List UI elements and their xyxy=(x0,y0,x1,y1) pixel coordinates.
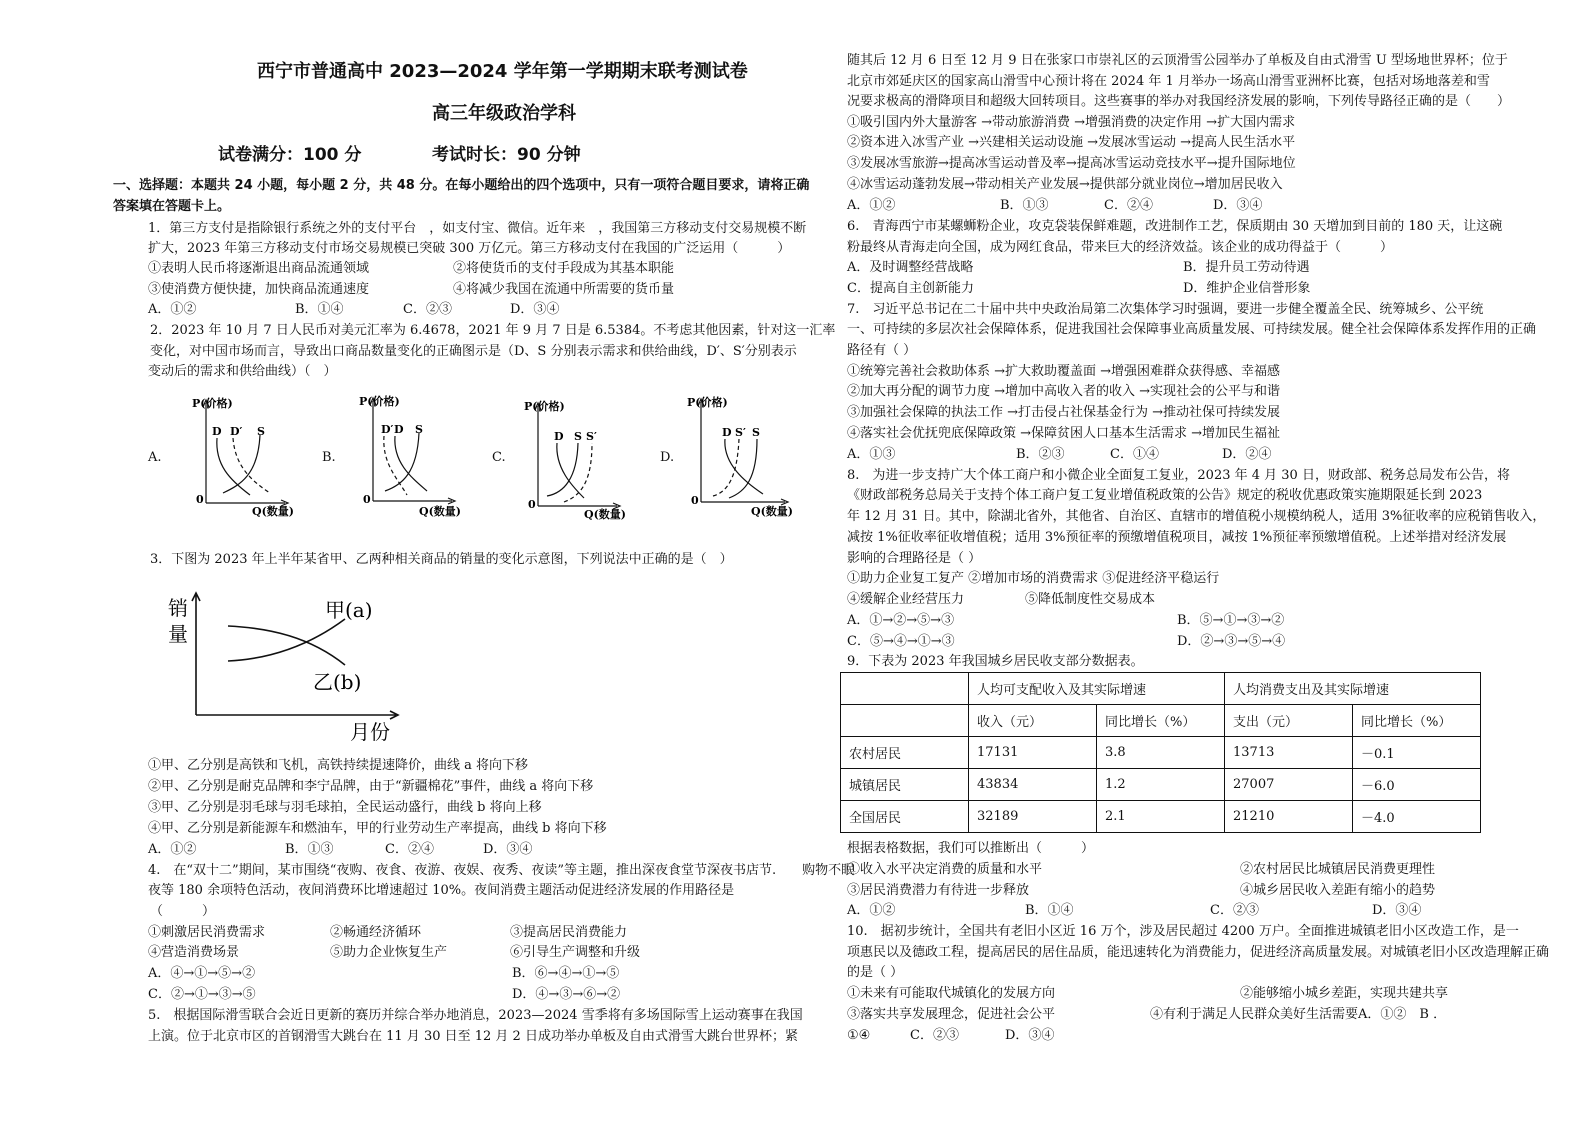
q5-stem: 况要求极高的滑降项目和超级大回转项目。这些赛事的举办对我国经济发展的影响，下列传导路径正确的是（ ） xyxy=(847,94,1511,109)
q8-item: ④缓解企业经营压力 xyxy=(847,592,965,607)
q5-option-c: C．②④ xyxy=(1104,198,1153,213)
q8-stem: 影响的合理路径是（ ） xyxy=(847,551,982,566)
q8-stem: 《财政部税务总局关于支持个体工商户复工复业增值税政策的公告》规定的税收优惠政策实施期限延长到 2023 xyxy=(847,488,1483,503)
x-axis-label: Q(数量) xyxy=(419,505,461,518)
q7-stem: 一、可持续的多层次社会保障体系，促进我国社会保障事业高质量发展、可持续发展。健全社会保障体系发挥作用的正确 xyxy=(847,322,1537,337)
q8-item: ①助力企业复工复产 ②增加市场的消费需求 ③促进经济平稳运行 xyxy=(847,571,1220,586)
table-header-cell: 人均消费支出及其实际增速 xyxy=(1225,673,1481,705)
q7-option-d: D．②④ xyxy=(1222,447,1272,462)
q3-item: ④甲、乙分别是新能源车和燃油车，甲的行业劳动生产率提高，曲线 b 将向下移 xyxy=(148,821,607,836)
curve-b-label: 乙(b) xyxy=(313,670,362,694)
q1-item: ④将减少我国在流通中所需要的货币量 xyxy=(453,282,675,297)
q5-stem: 上演。位于北京市区的首钢滑雪大跳台在 11 月 30 日至 12 月 2 日成功举办单板及自由式滑雪大跳台世界杯；紧 xyxy=(148,1029,798,1044)
q3-stem: 3．下图为 2023 年上半年某省甲、乙两种相关商品的销量的变化示意图，下列说法中正确的是（ ） xyxy=(150,552,733,567)
table-subheader-row xyxy=(841,705,1481,737)
q8-item: ⑤降低制度性交易成本 xyxy=(1025,592,1156,607)
q10-option-c: C．②③ xyxy=(910,1028,959,1043)
curve-a xyxy=(228,619,345,661)
q7-item: ③加强社会保障的执法工作 →打击侵占社保基金行为 →推动社保可持续发展 xyxy=(847,405,1281,420)
table-cell: 27007 xyxy=(1225,769,1353,801)
q9-item: ①收入水平决定消费的质量和水平 xyxy=(847,862,1043,877)
q5-option-a: A．①② xyxy=(847,198,896,213)
q2-stem: 2．2023 年 10 月 7 日人民币对美元汇率为 6.4678，2021 年 9 月 7 日是 6.5384。不考虑其他因素，针对这一汇率 xyxy=(150,323,836,338)
q9-option-d: D．③④ xyxy=(1372,903,1422,918)
q4-item: ①刺激居民消费需求 xyxy=(148,925,266,940)
q5-stem: 北京市郊延庆区的国家高山滑雪中心预计将在 2024 年 1 月举办一场高山滑雪亚洲杯比赛，包括对场地落差和雪 xyxy=(847,74,1490,89)
q8-stem: 8. 为进一步支持广大个体工商户和小微企业全面复工复业，2023 年 4 月 30 日，财政部、税务总局发布公告，将 xyxy=(847,468,1510,483)
curve-label: S xyxy=(415,423,423,436)
curve-label: S xyxy=(574,430,582,443)
q3-option-a: A．①② xyxy=(148,842,197,857)
q4-stem: （ ） xyxy=(150,904,216,919)
y-axis-label: P(价格) xyxy=(192,397,233,410)
q4-stem: 4. 在“双十二”期间，某市围绕“夜购、夜食、夜游、夜娱、夜秀、夜读”等主题，推出深夜食堂节深夜书店节. 购物不眠 xyxy=(148,863,855,878)
q4-option-a: A．④→①→⑤→② xyxy=(148,966,256,981)
q2-graph-a xyxy=(190,395,300,520)
q4-item: ⑥引导生产调整和升级 xyxy=(510,945,641,960)
q5-item: ①吸引国内外大量游客 →带动旅游消费 →增强消费的决定作用 →扩大国内需求 xyxy=(847,115,1296,130)
q10-item: ④有利于满足人民群众美好生活需要A．①② B ． xyxy=(1150,1007,1447,1022)
x-axis xyxy=(196,711,398,719)
table-cell: 1.2 xyxy=(1097,769,1225,801)
table-cell: 13713 xyxy=(1225,737,1353,769)
q1-item: ③使消费方便快捷，加快商品流通速度 xyxy=(148,282,370,297)
origin-label: 0 xyxy=(691,494,699,507)
table-header-cell: 收入（元） xyxy=(969,705,1097,737)
q3-item: ①甲、乙分别是高铁和飞机，高铁持续提速降价，曲线 a 将向下移 xyxy=(148,758,529,773)
q9-question: 根据表格数据，我们可以推断出（ ） xyxy=(847,841,1095,856)
supply-curve-s xyxy=(223,435,260,493)
q10-stem: 10. 据初步统计，全国共有老旧小区近 16 万个，涉及居民超过 4200 万户。全面推进城镇老旧小区改造工作，是一 xyxy=(847,924,1519,939)
income-expenditure-table xyxy=(840,672,1481,833)
curve-label: D′ xyxy=(381,423,394,436)
curve-a-label: 甲(a) xyxy=(325,598,373,622)
q3-option-d: D．③④ xyxy=(483,842,533,857)
origin-label: 0 xyxy=(196,493,204,506)
q8-option-c: C．⑤→④→①→③ xyxy=(847,634,955,649)
q1-stem: 1．第三方支付是指除银行系统之外的支付平台 ，如支付宝、微信。近年来 ，我国第三方移动支付交易规模不断 xyxy=(148,221,807,236)
q7-item: ②加大再分配的调节力度 →增加中高收入者的收入 →实现社会的公平与和谐 xyxy=(847,384,1281,399)
q2-graph-d xyxy=(685,394,800,519)
q4-item: ③提高居民消费能力 xyxy=(510,925,628,940)
x-axis-label: 月份 xyxy=(350,720,390,744)
table-cell: 城镇居民 xyxy=(841,769,969,801)
y-axis-label: P(价格) xyxy=(359,395,400,408)
q3-item: ③甲、乙分别是羽毛球与羽毛球拍，全民运动盛行，曲线 b 将向上移 xyxy=(148,800,542,815)
exam-duration: 考试时长：90 分钟 xyxy=(432,145,581,165)
curve-label: D xyxy=(212,425,222,438)
q6-option-d: D．维护企业信誉形象 xyxy=(1183,281,1311,296)
q4-stem: 夜等 180 余项特色活动，夜间消费环比增速超过 10%。夜间消费主题活动促进经济发展的作用路径是 xyxy=(148,883,735,898)
q3-item: ②甲、乙分别是耐克品牌和李宁品牌，由于“新疆棉花”事件，曲线 a 将向下移 xyxy=(148,779,594,794)
q4-option-d: D．④→③→⑥→② xyxy=(512,987,621,1002)
table-cell: 17131 xyxy=(969,737,1097,769)
q6-option-b: B．提升员工劳动待遇 xyxy=(1183,260,1310,275)
q4-item: ⑤助力企业恢复生产 xyxy=(330,945,448,960)
table-cell: －4.0 xyxy=(1353,801,1481,833)
q10-item: ③落实共享发展理念，促进社会公平 xyxy=(847,1007,1056,1022)
q6-option-a: A．及时调整经营战略 xyxy=(847,260,974,275)
q5-item: ④冰雪运动蓬勃发展→带动相关产业发展→提供部分就业岗位→增加居民收入 xyxy=(847,177,1283,192)
curve-label: S xyxy=(752,426,760,439)
q2-graph-c-option: C. xyxy=(492,450,506,465)
q6-option-c: C．提高自主创新能力 xyxy=(847,281,974,296)
q1-option-d: D．③④ xyxy=(510,302,560,317)
q8-stem: 减按 1%征收率征收增值税；适用 3%预征率的预缴增值税项目，减按 1%预征率预缴增值税。上述举措对经济发展 xyxy=(847,530,1507,545)
q10-option-d: D．③④ xyxy=(1005,1028,1055,1043)
origin-label: 0 xyxy=(363,493,371,506)
curve-label: D xyxy=(554,430,564,443)
curve-label: S′ xyxy=(735,426,746,439)
table-cell: －6.0 xyxy=(1353,769,1481,801)
curve-label: S xyxy=(257,425,265,438)
table-cell: 32189 xyxy=(969,801,1097,833)
q1-stem: 扩大，2023 年第三方移动支付市场交易规模已突破 300 万亿元。第三方移动支付在我国的广泛运用（ ） xyxy=(148,241,791,256)
q3-option-c: C．②④ xyxy=(385,842,434,857)
table-cell: 农村居民 xyxy=(841,737,969,769)
y-axis-label: 销 xyxy=(168,596,188,620)
q4-option-c: C．②→①→③→⑤ xyxy=(148,987,256,1002)
q2-stem: 变化，对中国市场而言，导致出口商品数量变化的正确图示是（D、S 分别表示需求和供给曲线，D′、S′分别表示 xyxy=(150,344,797,359)
q3-sales-chart xyxy=(160,585,410,745)
q9-item: ④城乡居民收入差距有缩小的趋势 xyxy=(1240,883,1436,898)
q2-graph-b xyxy=(357,393,467,518)
q4-item: ②畅通经济循环 xyxy=(330,925,422,940)
q5-option-d: D．③④ xyxy=(1213,198,1263,213)
q7-option-a: A．①③ xyxy=(847,447,896,462)
exam-subtitle: 高三年级政治学科 xyxy=(432,103,576,124)
q1-item: ①表明人民币将逐渐退出商品流通领域 xyxy=(148,261,370,276)
demand-curve-d-prime xyxy=(233,438,270,493)
y-axis-label: P(价格) xyxy=(524,400,565,413)
curve-label: S′ xyxy=(586,430,597,443)
q9-option-a: A．①② xyxy=(847,903,896,918)
q10-stem: 项惠民以及德政工程，提高居民的居住品质，能迅速转化为消费能力，促进经济高质量发展。对城镇老旧小区改造理解正确 xyxy=(847,945,1550,960)
x-axis-label: Q(数量) xyxy=(751,505,793,518)
x-axis-label: Q(数量) xyxy=(252,505,294,518)
table-row xyxy=(841,737,1481,769)
q8-option-b: B．⑤→①→③→② xyxy=(1177,613,1285,628)
q1-item: ②将使货币的支付手段成为其基本职能 xyxy=(453,261,675,276)
q2-graph-c xyxy=(522,398,632,523)
q5-item: ②资本进入冰雪产业 →兴建相关运动设施 →发展冰雪运动 →提高人民生活水平 xyxy=(847,135,1296,150)
x-axis-label: Q(数量) xyxy=(584,508,626,521)
q10-item: ①未来有可能取代城镇化的发展方向 xyxy=(847,986,1056,1001)
q9-stem: 9．下表为 2023 年我国城乡居民收支部分数据表。 xyxy=(847,654,1144,669)
q2-stem: 变动后的需求和供给曲线）（ ） xyxy=(148,364,337,379)
q1-option-b: B．①④ xyxy=(295,302,344,317)
q10-stem: 的是（ ） xyxy=(847,965,904,980)
curve-label: D′ xyxy=(230,425,243,438)
q5-item: ③发展冰雪旅游→提高冰雪运动普及率→提高冰雪运动竞技水平→提升国际地位 xyxy=(847,156,1296,171)
q3-option-b: B．①③ xyxy=(285,842,334,857)
table-header-row xyxy=(841,673,1481,705)
exam-title: 西宁市普通高中 2023—2024 学年第一学期期末联考测试卷 xyxy=(257,61,748,82)
table-header-cell: 人均可支配收入及其实际增速 xyxy=(969,673,1225,705)
q7-option-b: B．②③ xyxy=(1016,447,1065,462)
table-cell: 2.1 xyxy=(1097,801,1225,833)
section-heading-cont: 答案填在答题卡上。 xyxy=(113,199,231,214)
supply-curve-s xyxy=(385,433,419,491)
table-cell: 43834 xyxy=(969,769,1097,801)
q7-item: ①统筹完善社会救助体系 →扩大救助覆盖面 →增强困难群众获得感、幸福感 xyxy=(847,364,1281,379)
table-header-cell: 支出（元） xyxy=(1225,705,1353,737)
q8-option-d: D．②→③→⑤→④ xyxy=(1177,634,1286,649)
q8-stem: 年 12 月 31 日。其中，除湖北省外，其他省、自治区、直辖市的增值税小规模纳税人，适用 3%征收率的应税销售收入， xyxy=(847,509,1546,524)
table-cell: 全国居民 xyxy=(841,801,969,833)
q10-item: ②能够缩小城乡差距，实现共建共享 xyxy=(1240,986,1449,1001)
table-row xyxy=(841,801,1481,833)
table-header-cell: 同比增长（%） xyxy=(1097,705,1225,737)
full-score: 试卷满分：100 分 xyxy=(218,145,362,165)
q1-option-a: A．①② xyxy=(148,302,197,317)
q2-graph-b-option: B. xyxy=(322,450,336,465)
q8-option-a: A．①→②→⑤→③ xyxy=(847,613,955,628)
y-axis xyxy=(203,400,209,503)
q1-option-c: C．②③ xyxy=(403,302,452,317)
demand-curve-d xyxy=(217,438,250,495)
q4-option-b: B．⑥→④→①→⑤ xyxy=(512,966,620,981)
q7-item: ④落实社会优抚兜底保障政策 →保障贫困人口基本生活需求 →增加民生福祉 xyxy=(847,426,1281,441)
q9-item: ②农村居民比城镇居民消费更理性 xyxy=(1240,862,1436,877)
origin-label: 0 xyxy=(528,498,536,511)
q5-option-b: B．①③ xyxy=(1000,198,1049,213)
q9-option-b: B．①④ xyxy=(1025,903,1074,918)
y-axis-label: P(价格) xyxy=(687,396,728,409)
q5-stem: 5. 根据国际滑雪联合会近日更新的赛历并综合举办地消息，2023—2024 雪季将有多场国际雪上运动赛事在我国 xyxy=(148,1008,803,1023)
q2-graph-d-option: D. xyxy=(660,450,675,465)
table-cell: 21210 xyxy=(1225,801,1353,833)
table-cell: 3.8 xyxy=(1097,737,1225,769)
curve-label: D xyxy=(722,426,732,439)
y-axis-label: 量 xyxy=(168,622,188,646)
q5-stem: 随其后 12 月 6 日至 12 月 9 日在张家口市崇礼区的云顶滑雪公园举办了单板及自由式滑雪 U 型场地世界杯；位于 xyxy=(847,53,1508,68)
q4-item: ④营造消费场景 xyxy=(148,945,240,960)
table-header-cell: 同比增长（%） xyxy=(1353,705,1481,737)
q10-option-b-cont: ①④ xyxy=(847,1028,871,1043)
q2-graph-a-option: A. xyxy=(148,450,162,465)
supply-curve-s xyxy=(729,439,757,498)
q6-stem: 粉最终从青海走向全国，成为网红食品，带来巨大的经济效益。该企业的成功得益于（ ） xyxy=(847,240,1394,255)
q9-item: ③居民消费潜力有待进一步释放 xyxy=(847,883,1030,898)
q9-option-c: C．②③ xyxy=(1210,903,1259,918)
supply-curve-s-prime xyxy=(713,439,739,496)
y-axis xyxy=(192,593,200,715)
table-cell: －0.1 xyxy=(1353,737,1481,769)
curve-label: D xyxy=(394,423,404,436)
q7-stem: 路径有（ ） xyxy=(847,343,917,358)
q7-stem: 7. 习近平总书记在二十届中共中央政治局第二次集体学习时强调，要进一步健全覆盖全民、统筹城乡、公平统 xyxy=(847,302,1484,317)
table-header-cell xyxy=(841,705,969,737)
q7-option-c: C．①④ xyxy=(1110,447,1159,462)
q6-stem: 6. 青海西宁市某螺蛳粉企业，攻克袋装保鲜难题，改进制作工艺，保质期由 30 天增加到目前的 180 天，让这碗 xyxy=(847,219,1503,234)
table-row xyxy=(841,769,1481,801)
section-heading: 一、选择题：本题共 24 小题，每小题 2 分，共 48 分。在每小题给出的四个选项中，只有一项符合题目要求，请将正确 xyxy=(113,178,810,193)
table-header-cell xyxy=(841,673,969,705)
